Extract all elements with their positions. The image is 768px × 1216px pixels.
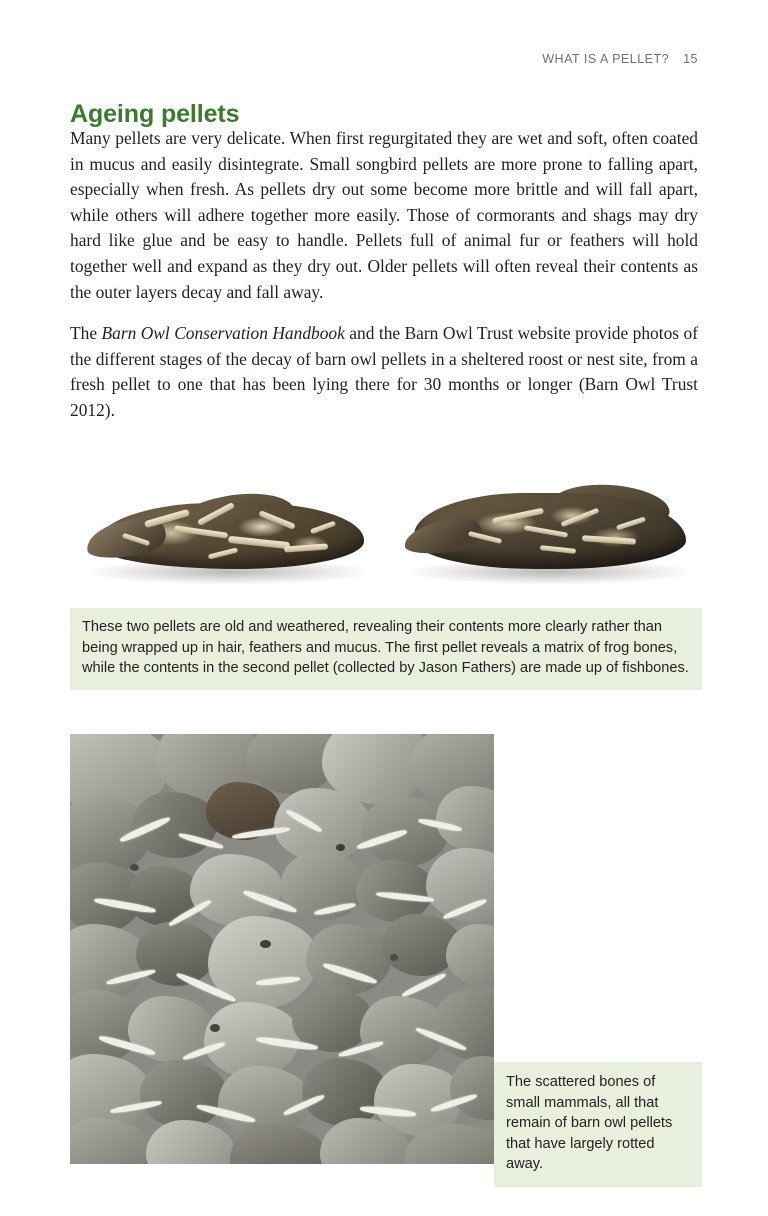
page-number: 15 [683,52,698,66]
grit [390,954,398,961]
paragraph-1: Many pellets are very delicate. When first regurgitated they are wet and soft, often coated in mucus and easily disintegrate. Small songbird pellets are more prone to falling apart, especially when fresh. As pellets dry out some become more brittle and will fall apart, while others will adhere together more easily. Those of cormorants and shags may dry hard like glue and be easy to handle. Pellets full of animal fur or feathers will hold together well and expand as they dry out. Older pellets will often reveal their contents as the outer layers decay and fall away. [70,128,698,302]
pellet-photo-left [78,455,378,603]
page-title: Ageing pellets [70,99,240,128]
stone [140,1060,226,1128]
running-head [542,52,698,66]
paragraph-2-tail: and the Barn Owl Trust website provide photos of the different stages of the decay of barn owl pellets in a sheltered roost or nest site, from a fresh pellet to one that has been lying there for 30 months or longer (Barn Owl Trust 2012). [70,323,698,420]
book-title: Barn Owl Conservation Handbook [101,323,345,344]
figure-pellet-pair [70,455,702,603]
body-text [70,126,698,440]
pellet-photo-right [400,455,702,603]
stone [128,866,200,926]
grit [336,844,345,851]
stone [274,788,370,862]
figure-scattered-bones [70,734,494,1164]
paragraph-2-lead: The [70,323,102,344]
figure-caption-scattered-bones: The scattered bones of small mammals, all that remain of barn owl pellets that have largely rotted away. [494,1062,702,1187]
grit [130,864,139,871]
stone [70,1118,152,1164]
stone [306,924,392,994]
figure-caption-pellet-pair: These two pellets are old and weathered, revealing their contents more clearly rather than being wrapped up in hair, feathers and mucus. The first pellet reveals a matrix of frog bones, while the contents in the second pellet (collected by Jason Fathers) are made up of fishbones. [70,608,702,690]
grit [260,940,271,948]
grit [210,1024,220,1032]
stone [136,922,216,986]
stone [356,860,434,922]
paragraph-2 [70,321,698,423]
stone [302,1058,386,1126]
stone [146,1120,234,1164]
running-head-title: WHAT IS A PELLET? [542,52,670,66]
stone [190,854,282,926]
